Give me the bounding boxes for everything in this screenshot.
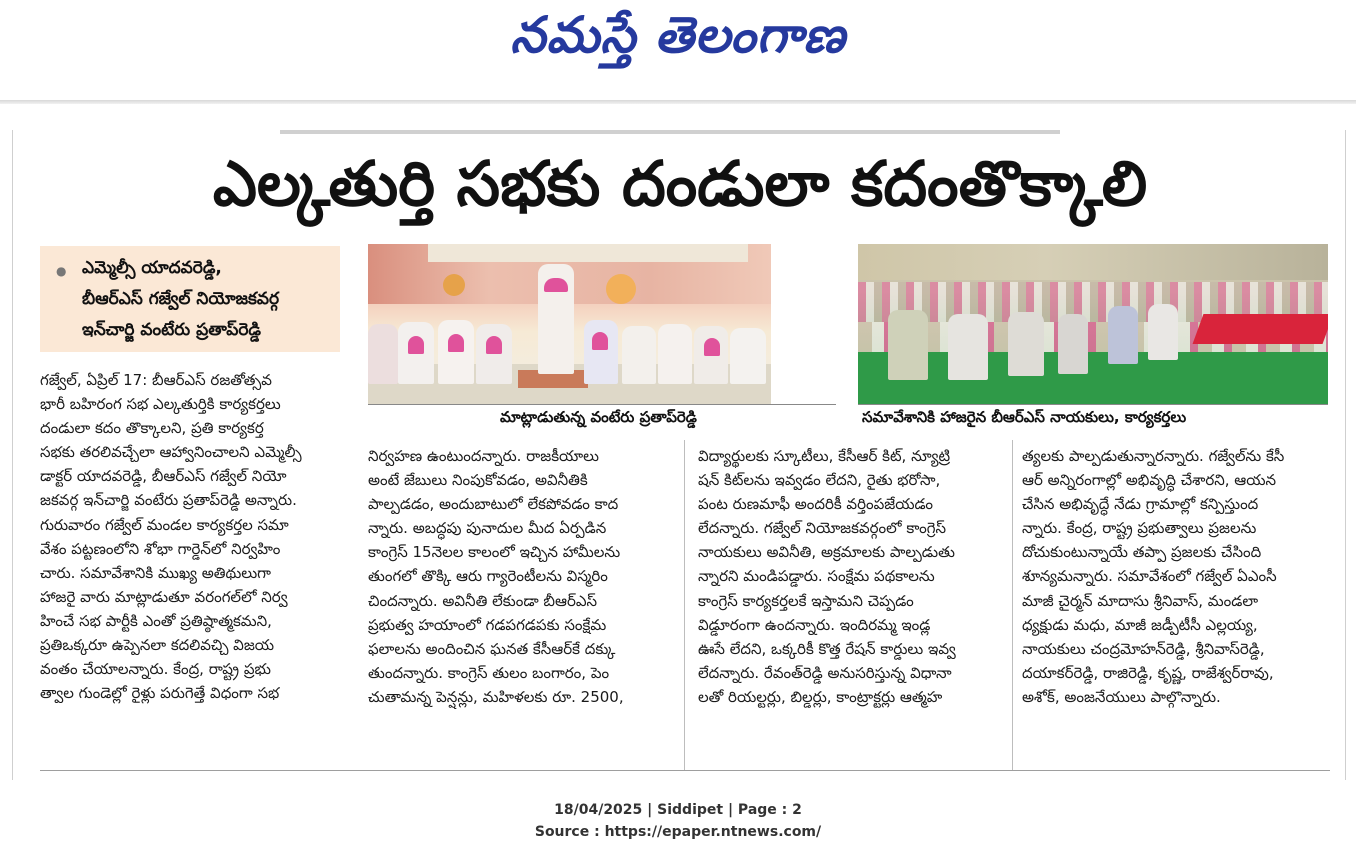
text-line: గజ్వేల్, ఏప్రిల్ 17: బీఆర్‌ఎస్ రజతోత్సవ bbox=[40, 371, 272, 389]
text-line: వంతం చేయాలన్నారు. కేంద్ర, రాష్ట్ర ప్రభు bbox=[40, 660, 271, 679]
masthead-divider bbox=[0, 100, 1356, 104]
article-bottom-rule bbox=[40, 770, 1330, 771]
text-line: సభకు తరలివచ్చేలా ఆహ్వానించాలని ఎమ్మెల్సీ bbox=[40, 443, 302, 462]
photo-audience bbox=[858, 244, 1328, 404]
text-line: దండులా కదం తొక్కాలని, ప్రతి కార్యకర్త bbox=[40, 419, 264, 438]
photo-speaker bbox=[368, 244, 771, 404]
text-line: గురువారం గజ్వేల్ మండల కార్యకర్తల సమా bbox=[40, 515, 289, 534]
text-line: నిర్వహణ ఉంటుందన్నారు. రాజకీయాలు bbox=[368, 447, 599, 465]
text-line: చారు. సమావేశానికి ముఖ్య అతిథులుగా bbox=[40, 563, 271, 582]
text-line: ప్రతిఒక్కరూ ఉప్పెనలా కదలివచ్చి విజయ bbox=[40, 636, 275, 655]
text-line: చేసిన అభివృద్ధే నేడు గ్రామాల్లో కన్పిస్తుంద bbox=[1022, 495, 1259, 514]
text-line: న్నారు. కేంద్ర, రాష్ట్ర ప్రభుత్వాలు ప్రజలను bbox=[1022, 519, 1257, 538]
photo-caption-left: మాట్లాడుతున్న వంటేరు ప్రతాప్‌రెడ్డి bbox=[500, 408, 697, 426]
text-line: లేదన్నారు. రేవంత్‌రెడ్డి అనుసరిస్తున్న విధానా bbox=[698, 663, 952, 682]
text-line: చుతామన్న పెన్షన్లు, మహిళలకు రూ. 2500, bbox=[368, 687, 624, 706]
text-line: త్యలకు పాల్పడుతున్నారన్నారు. గజ్వేల్‌ను కేసీ bbox=[1022, 447, 1285, 465]
pull-quote-line: ఇన్‌చార్జి వంటేరు ప్రతాప్‌రెడ్డి bbox=[82, 320, 261, 340]
text-line: వేశం పట్టణంలోని శోభా గార్డెన్‌లో నిర్వహిం bbox=[40, 539, 281, 558]
text-line: త్వాల గుండెల్లో రైళ్లు పరుగెత్తే విధంగా సభ bbox=[40, 684, 280, 703]
article-column-1 bbox=[40, 368, 340, 705]
text-line: ఊసే లేదని, ఒక్కరికీ కొత్త రేషన్ కార్డులు ఇవ్వ bbox=[698, 639, 956, 658]
text-line: దోచుకుంటున్నాయే తప్పా ప్రజలకు చేసింది bbox=[1022, 543, 1262, 562]
footer-date-line: 18/04/2025 | Siddipet | Page : 2 bbox=[554, 802, 802, 818]
article-column-3 bbox=[698, 444, 1008, 709]
masthead-logo: నమస్తే తెలంగాణ bbox=[510, 6, 846, 64]
text-line: తుందన్నారు. కాంగ్రెస్ తులం బంగారం, పెం bbox=[368, 663, 610, 682]
text-line: దయాకర్‌రెడ్డి, రాజిరెడ్డి, కృష్ణ, రాజేశ్వర్‌రావు, bbox=[1022, 663, 1274, 682]
text-line: ప్రభుత్వ హయాంలో గడపగడపకు సంక్షేమ bbox=[368, 615, 607, 634]
text-line: నాయకులు అవినీతి, అక్రమాలకు పాల్పడుతు bbox=[698, 543, 955, 562]
text-line: హించే సభ పార్టీకి ఎంతో ప్రతిష్ఠాత్మకమని, bbox=[40, 611, 272, 630]
headline: ఎల్కతుర్తి సభకు దండులా కదంతొక్కాలి bbox=[212, 147, 1148, 220]
photo-caption-right: సమావేశానికి హాజరైన బీఆర్‌ఎస్ నాయకులు, కార్యకర్తలు bbox=[862, 408, 1187, 426]
article-column-2 bbox=[368, 444, 676, 709]
text-line: శూన్యమన్నారు. సమావేశంలో గజ్వేల్ ఏఎంసీ bbox=[1022, 567, 1277, 586]
text-line: లేదన్నారు. గజ్వేల్ నియోజకవర్గంలో కాంగ్రెస్ bbox=[698, 519, 947, 538]
text-line: కాంగ్రెస్ కార్యకర్తలకే ఇస్తామని చెప్పడం bbox=[698, 591, 914, 610]
text-line: భారీ బహిరంగ సభ ఎల్కతుర్తికి కార్యకర్తలు bbox=[40, 395, 281, 414]
text-line: న్నారు. అబద్ధపు పునాదుల మీద ఏర్పడిన bbox=[368, 519, 607, 538]
text-line: జకవర్గ ఇన్‌చార్జి వంటేరు ప్రతాప్‌రెడ్డి అన్నారు. bbox=[40, 491, 297, 510]
text-line: అశోక్, అంజనేయులు పాల్గొన్నారు. bbox=[1022, 687, 1221, 706]
footer-source-line: Source : https://epaper.ntnews.com/ bbox=[534, 824, 822, 840]
text-line: న్నారని మండిపడ్డారు. సంక్షేమ పథకాలను bbox=[698, 567, 935, 586]
text-line: పాల్పడడం, అందుబాటులో లేకపోవడం కాద bbox=[368, 495, 619, 514]
text-line: చిందన్నారు. అవినీతి లేకుండా బీఆర్‌ఎస్ bbox=[368, 591, 598, 610]
text-line: విడ్డూరంగా ఉందన్నారు. ఇందిరమ్మ ఇండ్ల bbox=[698, 615, 931, 634]
pull-quote bbox=[40, 246, 340, 352]
text-line: అంటే జేబులు నింపుకోవడం, అవినీతికి bbox=[368, 471, 588, 490]
text-line: ఫలాలను అందించిన ఘనత కేసీఆర్‌కే దక్కు bbox=[368, 639, 616, 658]
pull-quote-line: ఎమ్మెల్సీ యాదవరెడ్డి, bbox=[82, 258, 222, 278]
text-line: ఆర్ అన్నిరంగాల్లో అభివృద్ధి చేశారని, ఆయన bbox=[1022, 471, 1277, 490]
text-line: షన్ కిట్‌లను ఇవ్వడం లేదని, రైతు భరోసా, bbox=[698, 471, 941, 490]
text-line: లతో రియల్టర్లు, బిల్డర్లు, కాంట్రాక్టర్లు ఆత్మహ bbox=[698, 687, 943, 706]
text-line: ధ్యక్షుడు మధు, మాజీ జడ్పీటీసీ ఎల్లయ్య, bbox=[1022, 615, 1258, 634]
text-line: డాక్టర్ యాదవరెడ్డి, బీఆర్‌ఎస్ గజ్వేల్ నియో bbox=[40, 467, 287, 486]
bullet-icon: ● bbox=[56, 264, 67, 278]
text-line: పంట రుణమాఫీ అందరికీ వర్తింపజేయడం bbox=[698, 495, 934, 514]
text-line: తుంగలో తొక్కి ఆరు గ్యారెంటీలను విస్మరిం bbox=[368, 567, 608, 586]
text-line: హాజరై వారు మాట్లాడుతూ వరంగల్‌లో నిర్వ bbox=[40, 587, 288, 606]
column-divider bbox=[684, 440, 685, 770]
text-line: కాంగ్రెస్ 15నెలల కాలంలో ఇచ్చిన హామీలను bbox=[368, 543, 621, 562]
column-divider bbox=[1012, 440, 1013, 770]
pull-quote-line: బీఆర్‌ఎస్ గజ్వేల్ నియోజకవర్గ bbox=[82, 289, 280, 309]
article-column-4 bbox=[1022, 444, 1332, 709]
text-line: మాజీ చైర్మన్ మాదాసు శ్రీనివాస్, మండలా bbox=[1022, 591, 1259, 610]
text-line: విద్యార్థులకు స్కూటీలు, కేసీఆర్ కిట్, న్యూట్రి bbox=[698, 447, 951, 465]
text-line: నాయకులు చంద్రమోహన్‌రెడ్డి, శ్రీనివాస్‌రెడ్డి, bbox=[1022, 639, 1265, 658]
masthead bbox=[0, 0, 1356, 100]
